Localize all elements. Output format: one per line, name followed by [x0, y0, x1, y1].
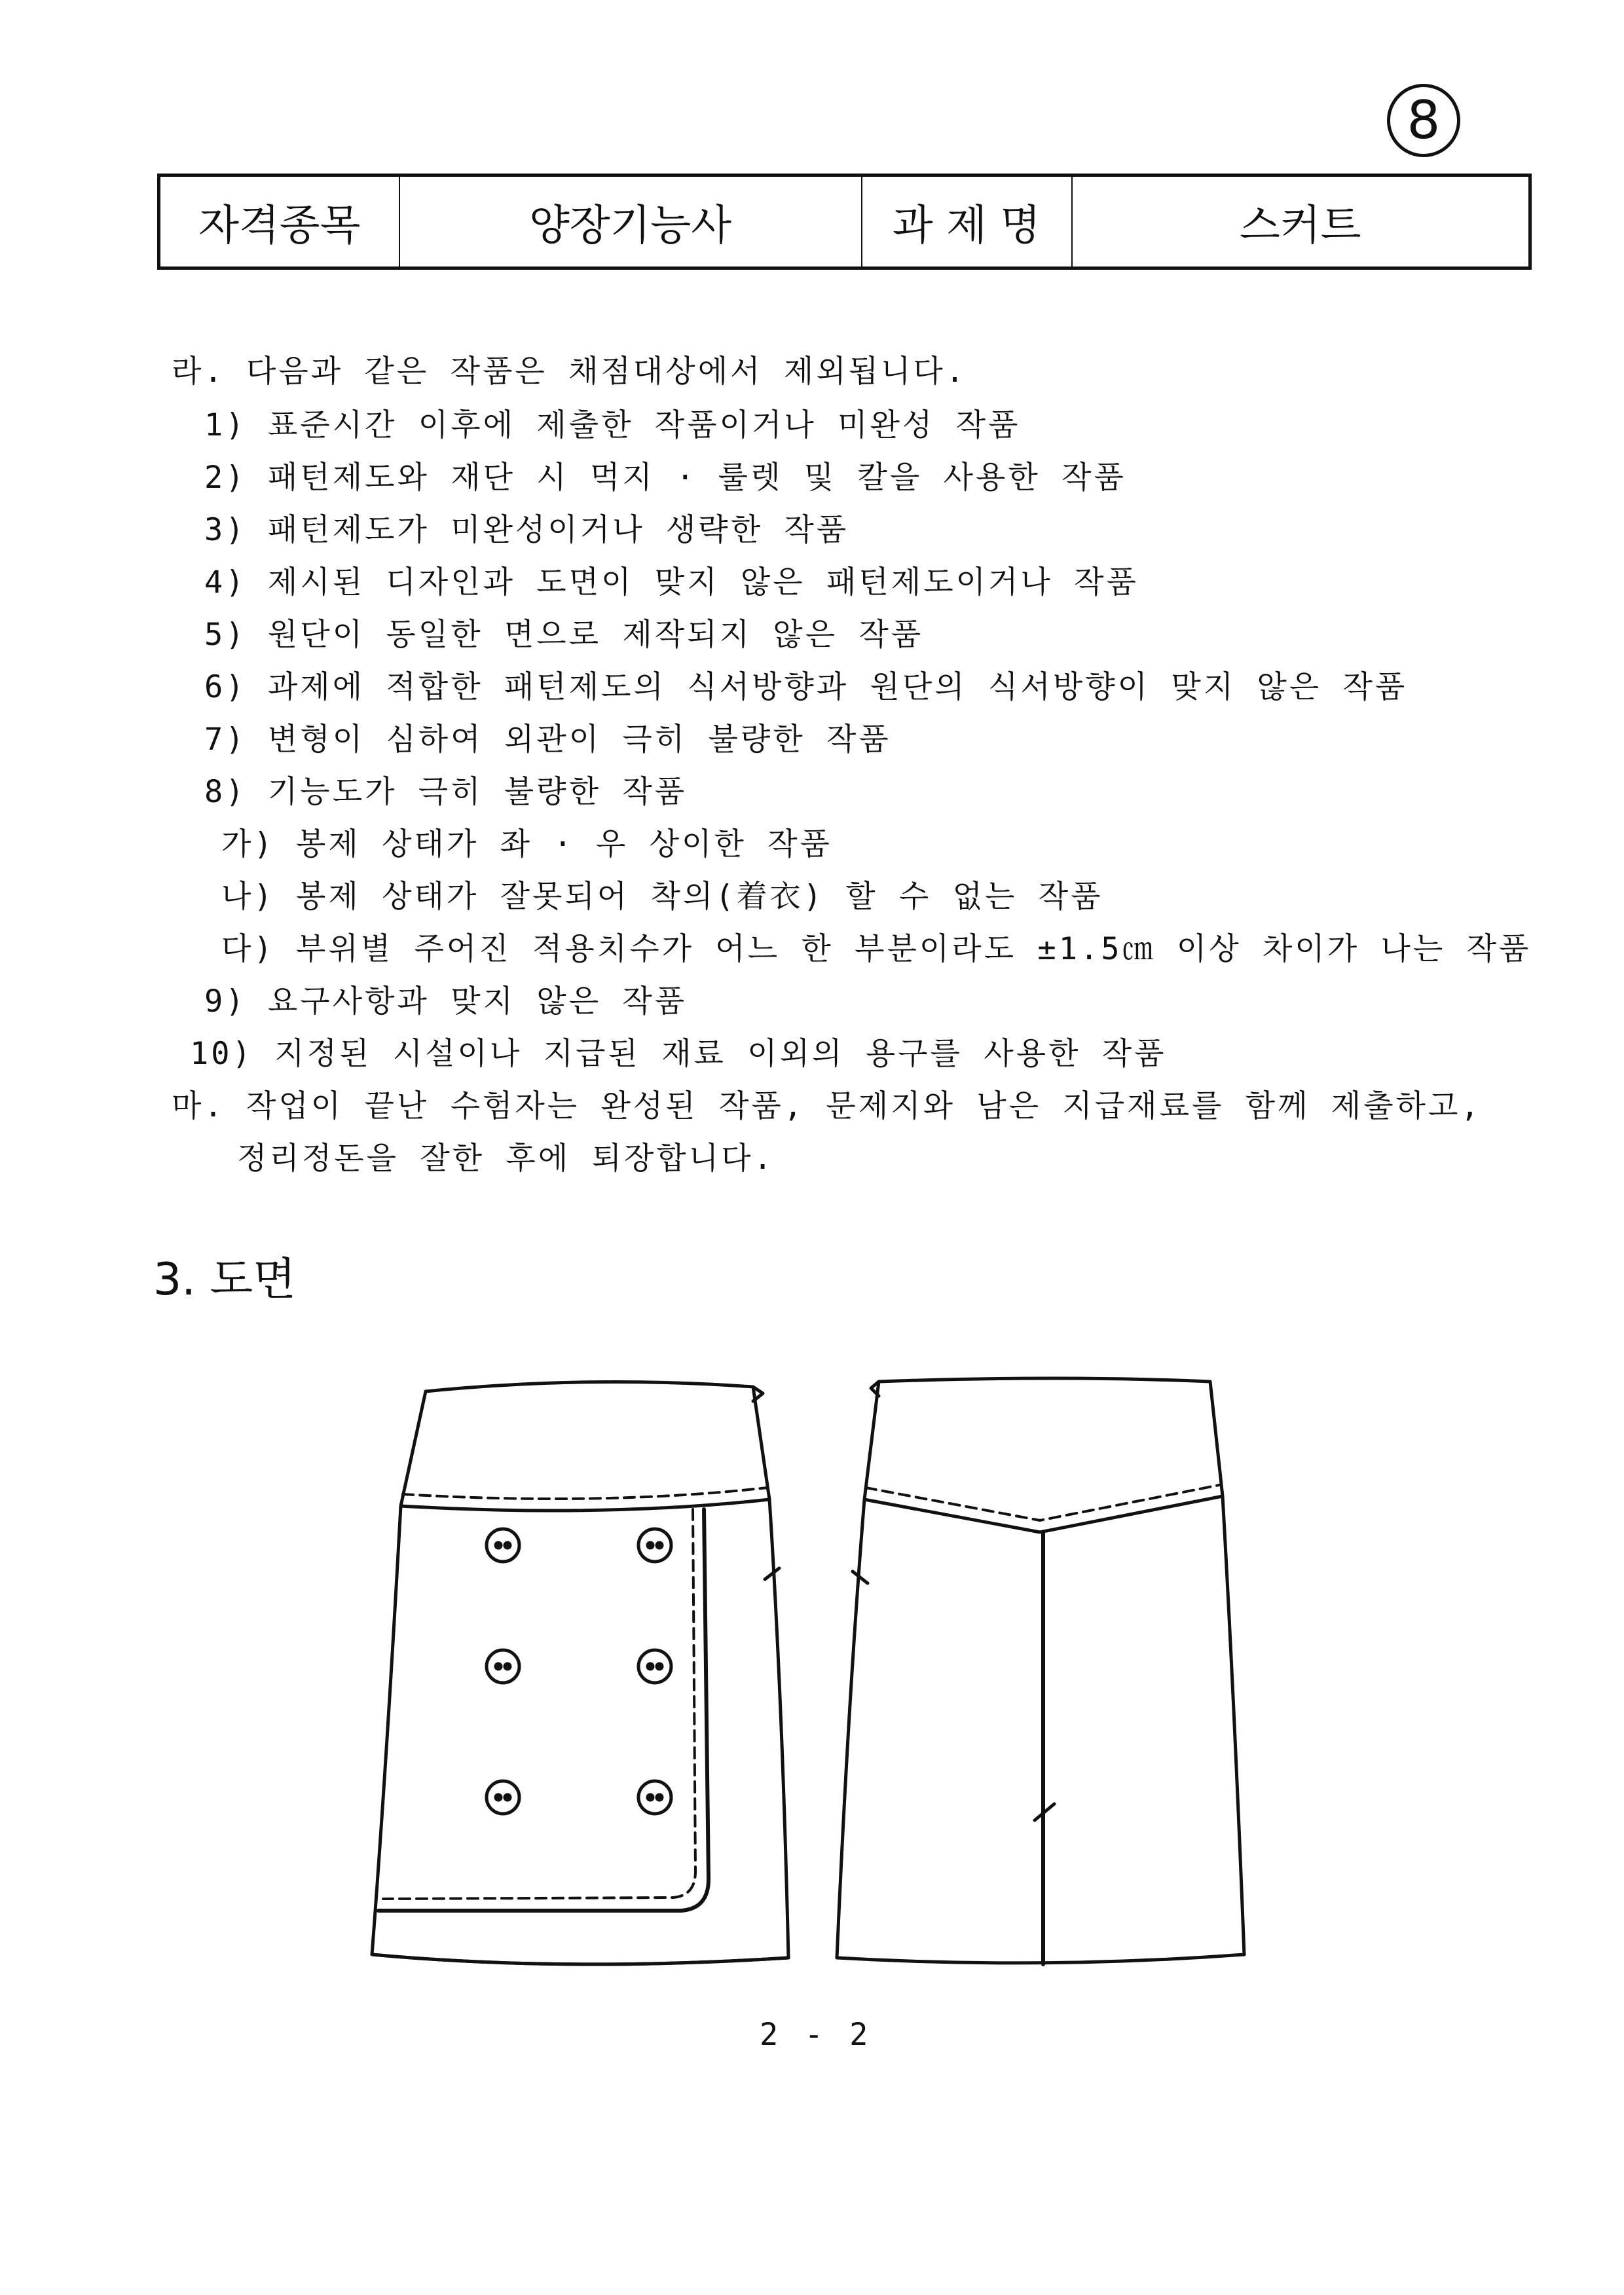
rule-item: 7) 변형이 심하여 외관이 극히 불량한 작품 [204, 722, 891, 758]
button [638, 1781, 671, 1814]
skirt-back-drawing [837, 1378, 1244, 1964]
rule-item: 9) 요구사항과 맞지 않은 작품 [204, 983, 688, 1019]
rule-item: 1) 표준시간 이후에 제출한 작품이거나 미완성 작품 [204, 407, 1021, 443]
header-value-task: 스커트 [1072, 175, 1530, 268]
header-label-task: 과 제 명 [862, 175, 1072, 268]
front-body-outline [372, 1499, 788, 1964]
back-yoke-stitch [866, 1485, 1219, 1520]
rule-sub-item: 나) 봉제 상태가 잘못되어 착의(着衣) 할 수 없는 작품 [221, 879, 1103, 915]
rule-item: 3) 패턴제도가 미완성이거나 생략한 작품 [204, 512, 849, 548]
front-hem [372, 1955, 788, 1964]
skirt-front-drawing [372, 1382, 788, 1964]
rule-ma-line2: 정리정돈을 잘한 후에 퇴장합니다. [237, 1141, 775, 1177]
front-buttons [487, 1529, 671, 1814]
back-hem [837, 1955, 1244, 1963]
button [487, 1781, 519, 1814]
rule-item: 8) 기능도가 극히 불량한 작품 [204, 774, 688, 810]
rule-ma-line1: 마. 작업이 끝난 수험자는 완성된 작품, 문제지와 남은 지급재료를 함께 제출하고, [172, 1088, 1482, 1124]
back-waistband [864, 1378, 1223, 1532]
rule-ra: 라. 다음과 같은 작품은 채점대상에서 제외됩니다. [172, 354, 967, 390]
section-title: 3. 도면 [153, 1254, 296, 1306]
header-label-qualification: 자격종목 [159, 175, 399, 268]
front-waistband [401, 1382, 769, 1511]
header-value-qualification: 양장기능사 [399, 175, 862, 268]
rule-item: 10) 지정된 시설이나 지급된 재료 이외의 용구를 사용한 작품 [190, 1036, 1167, 1072]
rule-item: 5) 원단이 동일한 면으로 제작되지 않은 작품 [204, 617, 924, 653]
front-wrap-stitch [383, 1509, 695, 1899]
button [487, 1529, 519, 1562]
front-waistband-stitch [403, 1488, 767, 1499]
rule-item: 4) 제시된 디자인과 도면이 맞지 않은 패턴제도이거나 작품 [204, 564, 1139, 600]
button [487, 1650, 519, 1683]
button [638, 1650, 671, 1683]
rule-item: 6) 과제에 적합한 패턴제도의 식서방향과 원단의 식서방향이 맞지 않은 작품 [204, 669, 1408, 705]
back-body-outline [837, 1496, 1244, 1958]
button [638, 1529, 671, 1562]
rule-item: 2) 패턴제도와 재단 시 먹지 · 룰렛 및 칼을 사용한 작품 [204, 460, 1126, 496]
rule-sub-item: 가) 봉제 상태가 좌 · 우 상이한 작품 [221, 826, 832, 862]
front-wrap-edge [378, 1509, 709, 1911]
footer-page-number: 2 - 2 [760, 2017, 872, 2053]
page-number-badge-text: 8 [1407, 90, 1441, 151]
rule-sub-item: 다) 부위별 주어진 적용치수가 어느 한 부분이라도 ±1.5㎝ 이상 차이가 나는 작품 [221, 931, 1532, 967]
